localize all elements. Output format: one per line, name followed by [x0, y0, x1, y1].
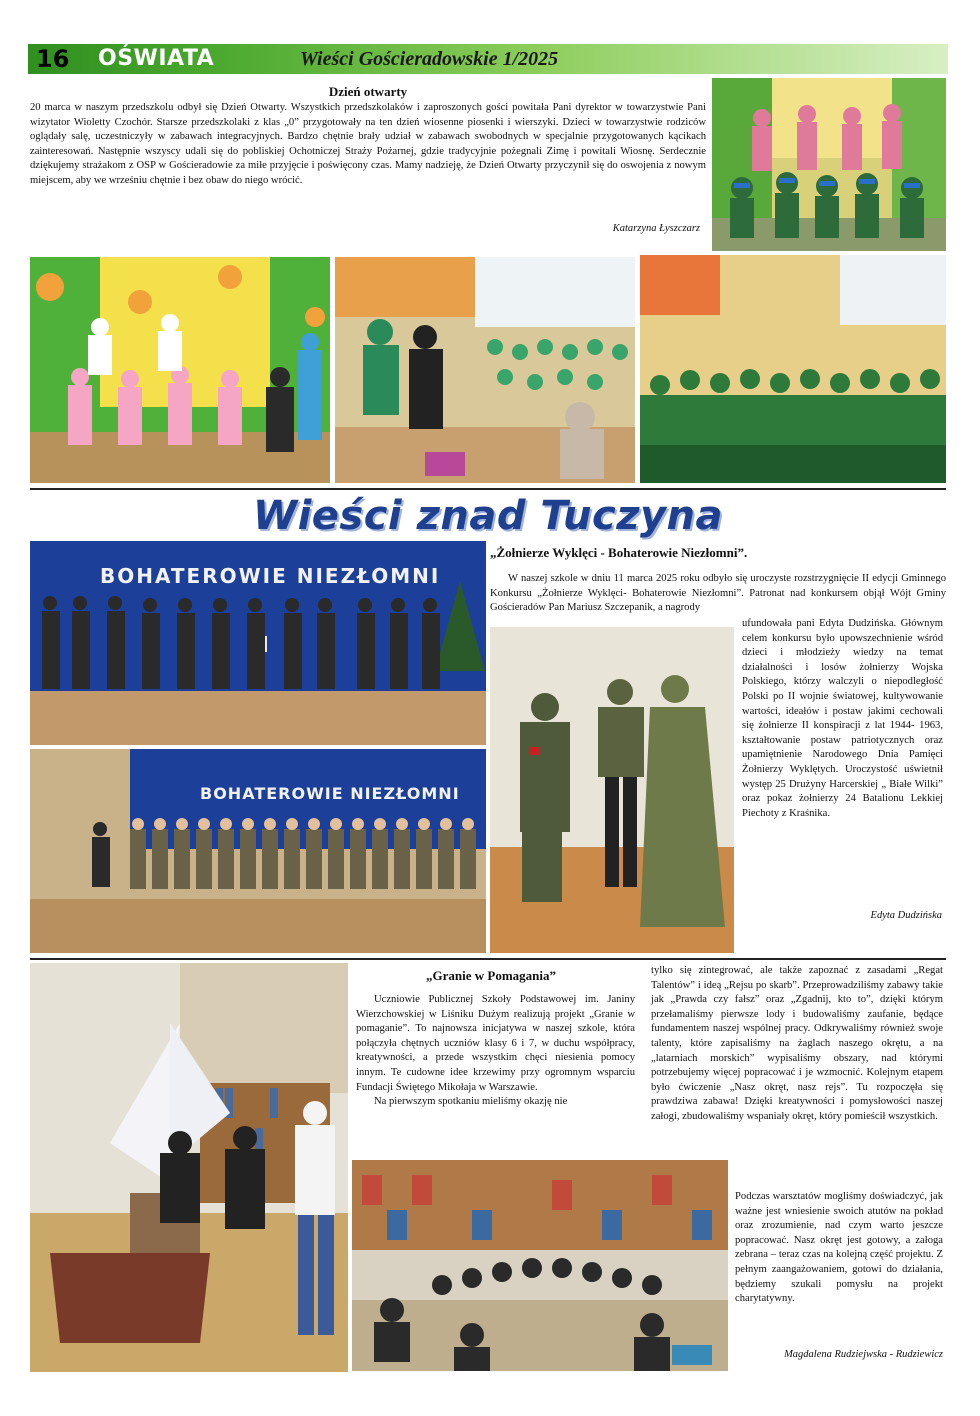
article1-author: Katarzyna Łyszczarz	[612, 223, 700, 234]
photo-soldiers-student	[490, 627, 734, 953]
article1-text: 20 marca w naszym przedszkolu odbył się Dzień Otwarty. Wszystkich przedszkolaków i zaproszonych gości powitała Pani dyrektor w towarzystwie Pani wizytator Wioletty Czochór. Starsze przedszkolaki z klas „0” przygotowały na ten dzień wiosenne piosenki i wierszyki. Dzieci w towarzystwie rodziców oglądały salę, uczestniczyły w zabawach integracyjnych. Bardzo chętnie brały udział w zabawach swobodnych w specjalnie przygotowanych kącikach zainteresowań. Następnie wszyscy udali się do pobliskiej Ochotniczej Straży Pożarnej, gdzie tradycyjnie pożegnali Zimę i powitali Wiosnę. Serdecznie dziękujemy strażakom z OSP w Gościeradowie za miłe przyjęcie i poświęcony czas. Mamy nadzieję, że Dzień Otwarty przyczynił się do oswojenia z nowym miejscem, aby we wrześniu chętnie i bez obaw do niego wrócić.	[30, 102, 706, 186]
photo-caption-2: BOHATEROWIE NIEZŁOMNI	[200, 784, 460, 803]
article1-title: Dzień otwarty	[328, 84, 408, 99]
article1-body	[30, 101, 706, 189]
photo-library-circle	[352, 1160, 728, 1371]
section-divider-2	[30, 958, 946, 960]
photo-scouts-performance	[30, 749, 486, 953]
photo-open-day-room	[335, 257, 635, 483]
article3-author: Magdalena Rudziejwska - Rudziewicz	[784, 1349, 943, 1360]
article3-col2-top	[651, 964, 943, 1125]
photo-spring-costumes	[30, 257, 330, 483]
photo-kids-green	[640, 255, 946, 483]
photo-award-ceremony	[30, 541, 486, 745]
article2-author: Edyta Dudzińska	[870, 910, 942, 921]
article3-col2-top-text: tylko się zintegrować, ale także zapoznać z zasadami „Regat Talentów” i ideą „Rejsu po skarb”. Przeprowadziliśmy zabawy takie jak „Prawda czy fałsz” oraz „Zgadnij, kto to”, dzięki którym przełamaliśmy pierwsze lody i budowaliśmy zaufanie, będące fundamentem naszej wspólnej pracy. Odkrywaliśmy również swoje talenty, które zapisaliśmy na żaglach naszego okrętu, a na „latarniach morskich” wypisaliśmy obszary, nad którymi potrzebujemy więcej popracować i je wzmocnić. Kolejnym etapem było ćwiczenie „Nasz okręt, nasz rejs”. Tu rozpoczęła się prawdziwa zabawa! Dzięki kreatywności i pomysłowości naszej załogi, zbudowaliśmy wspaniały okręt, który pomieścił wszystkich.	[651, 965, 943, 1122]
article3-col1	[356, 993, 635, 1110]
article3-col2-side-text: Podczas warsztatów mogliśmy doświadczyć, jak ważne jest wniesienie swoich atutów na pokład oraz zrozumienie, nad czym warto jeszcze popracować. Nasz okręt jest gotowy, a załoga zebrana – teraz czas na kolejną część projektu. Z pełnym zaangażowaniem, gotowi do działania, będziemy szukali pomysłu na projekt charytatywny.	[735, 1191, 943, 1305]
photo-library-ship	[30, 963, 348, 1372]
article2-body-side	[742, 617, 943, 821]
article2-title: „Żołnierze Wyklęci - Bohaterowie Niezłomni”.	[490, 545, 748, 560]
photo-kids-masks	[712, 78, 946, 251]
section-title: OŚWIATA	[98, 46, 215, 71]
page-number: 16	[36, 45, 70, 73]
article3-col1-p2: Na pierwszym spotkaniu mieliśmy okazję nie	[374, 1096, 568, 1108]
banner-title: Wieści znad Tuczyna	[252, 493, 724, 539]
section-divider	[30, 488, 946, 490]
article3-col1-p1: Uczniowie Publicznej Szkoły Podstawowej im. Janiny Wierzchowskiej w Liśniku Dużym realizują projekt „Granie w pomaganie”. To najnowsza inicjatywa w naszej szkole, która połączyła chętnych uczniów klasy 6 i 7, w duchu współpracy, kreatywności, a przede wszystkim chęci niesienia pomocy innym. Te cudowne idee krzewimy przy ogromnym wsparciu Fundacji Świętego Mikołaja w Warszawie.	[356, 994, 635, 1093]
photo-caption-1: BOHATEROWIE NIEZŁOMNI	[100, 564, 441, 588]
article3-col2-side	[735, 1190, 943, 1307]
article2-body-top	[490, 572, 946, 616]
article2-text-top: W naszej szkole w dniu 11 marca 2025 roku odbyło się uroczyste rozstrzygnięcie II edycji Gminnego Konkursu „Żołnierze Wyklęci- Bohaterowie Niezłomni”. Patronat nad konkursem objął Wójt Gminy Gościeradów Pan Mariusz Szczepanik, a nagrody	[490, 573, 946, 614]
article3-title: „Granie w Pomagania”	[426, 968, 556, 983]
issue-title: Wieści Gościeradowskie 1/2025	[300, 48, 559, 70]
article2-text-side: ufundowała pani Edyta Dudzińska. Głównym celem konkursu było upowszechnienie wśród dzieci i młodzieży wiedzy na temat działalności i losów żołnierzy Wojska Polskiego, którzy walczyli o niepodległość Polski po II wojnie światowej, kultywowanie wartości, ideałów i postaw jakimi cechowali się żołnierze II konspiracji z lat 1944- 1963, kształtowanie postaw patriotycznych oraz upamiętnienie Narodowego Dnia Pamięci Żołnierzy Wyklętych. Uroczystość uświetnił występ 25 Drużyny Harcerskiej „ Białe Wilki” oraz pokaz żołnierzy 24 Batalionu Lekkiej Piechoty z Kraśnika.	[742, 618, 943, 819]
